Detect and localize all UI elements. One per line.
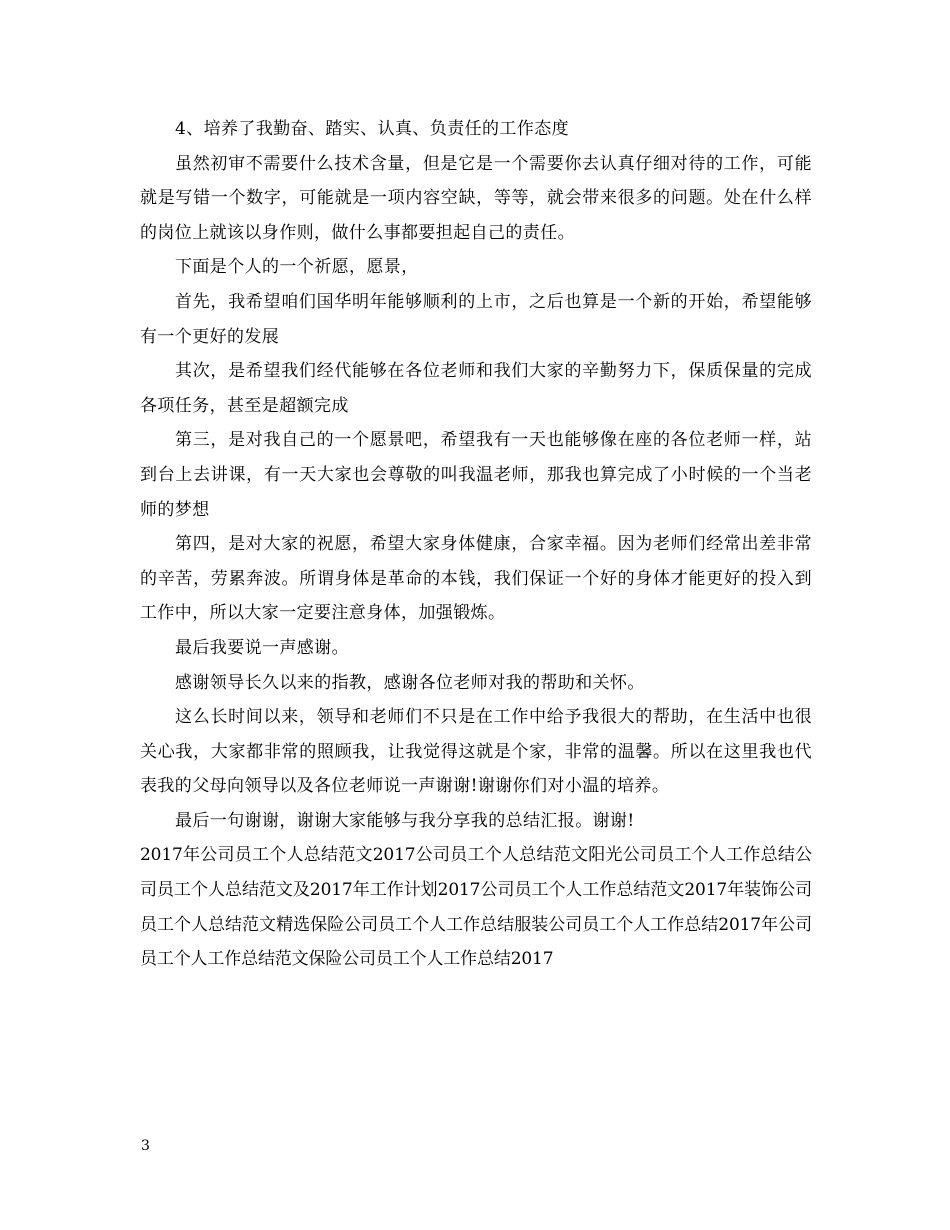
body-paragraph: 首先，我希望咱们国华明年能够顺利的上市，之后也算是一个新的开始，希望能够有一个更好的发展 [140,291,812,347]
page-number: 3 [141,1138,150,1154]
body-paragraph: 这么长时间以来，领导和老师们不只是在工作中给予我很大的帮助，在生活中也很关心我，大家都非常的照顾我，让我觉得这就是个家，非常的温馨。所以在这里我也代表我的父母向领导以及各位老师说一声谢谢!谢谢你们对小温的培养。 [140,707,812,797]
body-paragraph: 最后一句谢谢，谢谢大家能够与我分享我的总结汇报。谢谢! [175,810,635,831]
body-paragraph: 其次，是希望我们经代能够在各位老师和我们大家的辛勤努力下，保质保量的完成各项任务，甚至是超额完成 [140,361,812,416]
body-paragraph: 感谢领导长久以来的指教，感谢各位老师对我的帮助和关怀。 [175,672,645,693]
related-articles-text: 2017年公司员工个人总结范文2017公司员工个人总结范文阳光公司员工个人工作总结公司员工个人总结范文及2017年工作计划2017公司员工个人工作总结范文2017年装饰公司员工个人总结范文精选保险公司员工个人工作总结服装公司员工个人工作总结2017年公司员工个人工作总结范文保险公司员工个人工作总结2017 [140,845,812,970]
body-paragraph: 虽然初审不需要什么技术含量，但是它是一个需要你去认真仔细对待的工作，可能就是写错一个数字，可能就是一项内容空缺，等等，就会带来很多的问题。处在什么样的岗位上就该以身作则，做什么事都要担起自己的责任。 [140,153,812,243]
body-paragraph: 第三，是对我自己的一个愿景吧，希望我有一天也能够像在座的各位老师一样，站到台上去讲课，有一天大家也会尊敬的叫我温老师，那我也算完成了小时候的一个当老师的梦想 [140,430,812,520]
body-paragraph: 第四，是对大家的祝愿，希望大家身体健康，合家幸福。因为老师们经常出差非常的辛苦，劳累奔波。所谓身体是革命的本钱，我们保证一个好的身体才能更好的投入到工作中，所以大家一定要注意身体，加强锻炼。 [140,534,812,624]
body-paragraph: 4、培养了我勤奋、踏实、认真、负责任的工作态度 [175,119,570,139]
document-body [140,112,812,977]
body-paragraph: 最后我要说一声感谢。 [175,637,349,658]
body-paragraph: 下面是个人的一个祈愿，愿景， [175,257,419,278]
